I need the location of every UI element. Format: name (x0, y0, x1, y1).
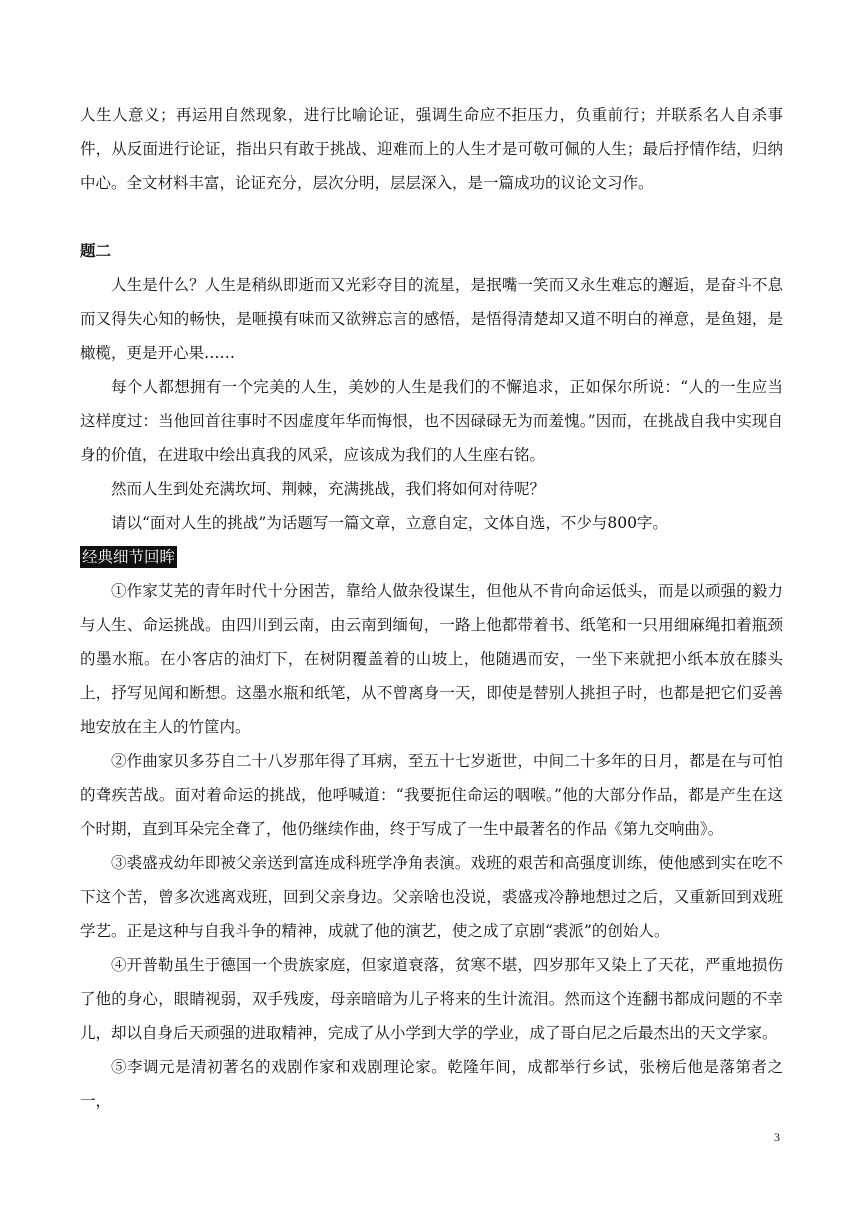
example-paragraph: ③裘盛戎幼年即被父亲送到富连成科班学净角表演。戏班的艰苦和高强度训练，使他感到实在吃不下这个苦，曾多次逃离戏班，回到父亲身边。父亲啥也没说，裘盛戎冷静地想过之后，又重新回到戏班学艺。正是这种与自我斗争的精神，成就了他的演艺，使之成了京剧“裘派”的创始人。 (80, 854, 783, 940)
highlight-label: 经典细节回眸 (82, 548, 176, 566)
prompt-paragraph: 每个人都想拥有一个完美的人生，美妙的人生是我们的不懈追求，正如保尔所说：“人的一生应当这样度过：当他回首往事时不因虚度年华而悔恨，也不因碌碌无为而羞愧。”因而，在挑战自我中实现自身的价值，在进取中绘出真我的风采，应该成为我们的人生座右铭。 (80, 378, 783, 464)
prompt-paragraph: 然而人生到处充满坎坷、荆棘，充满挑战，我们将如何对待呢？ (111, 480, 546, 498)
document-body (80, 98, 783, 1118)
example-paragraph: ⑤李调元是清初著名的戏剧作家和戏剧理论家。乾隆年间，成都举行乡试，张榜后他是落第者之一， (80, 1058, 783, 1110)
example-paragraph: ①作家艾芜的青年时代十分困苦，靠给人做杂役谋生，但他从不肯向命运低头，而是以顽强的毅力与人生、命运挑战。由四川到云南，由云南到缅甸，一路上他都带着书、纸笔和一只用细麻绳扣着瓶颈的墨水瓶。在小客店的油灯下，在树阴覆盖着的山坡上，他随遇而安，一坐下来就把小纸本放在膝头上，抒写见闻和断想。这墨水瓶和纸笔，从不曾离身一天，即使是替别人挑担子时，也都是把它们妥善地安放在主人的竹筐内。 (80, 582, 783, 736)
example-paragraph: ②作曲家贝多芬自二十八岁那年得了耳病，至五十七岁逝世，中间二十多年的日月，都是在与可怕的聋疾苦战。面对着命运的挑战，他呼喊道：“我要扼住命运的咽喉。”他的大部分作品，都是产生在这个时期，直到耳朵完全聋了，他仍继续作曲，终于写成了一生中最著名的作品《第九交响曲》。 (80, 752, 783, 838)
page-number: 3 (774, 1130, 780, 1144)
example-paragraph: ④开普勒虽生于德国一个贵族家庭，但家道衰落，贫寒不堪，四岁那年又染上了天花，严重地损伤了他的身心，眼睛视弱，双手残废，母亲暗暗为儿子将来的生计流泪。然而这个连翻书都成问题的不幸儿，却以自身后天顽强的进取精神，完成了从小学到大学的学业，成了哥白尼之后最杰出的天文学家。 (80, 956, 783, 1042)
highlight-label-row (80, 540, 783, 574)
intro-paragraph: 人生人意义；再运用自然现象，进行比喻论证，强调生命应不拒压力，负重前行；并联系名人自杀事件，从反面进行论证，指出只有敢于挑战、迎难而上的人生才是可敬可佩的人生；最后抒情作结，归纳中心。全文材料丰富，论证充分，层次分明，层层深入，是一篇成功的议论文习作。 (80, 106, 783, 192)
prompt-paragraph: 请以“面对人生的挑战”为话题写一篇文章，立意自定，文体自选，不少与800字。 (111, 514, 668, 532)
section-title: 题二 (80, 241, 112, 260)
prompt-paragraph: 人生是什么？人生是稍纵即逝而又光彩夺目的流星，是抿嘴一笑而又永生难忘的邂逅，是奋斗不息而又得失心知的畅快，是咂摸有味而又欲辨忘言的感悟，是悟得清楚却又道不明白的禅意，是鱼翅，是橄榄，更是开心果…… (80, 276, 783, 362)
